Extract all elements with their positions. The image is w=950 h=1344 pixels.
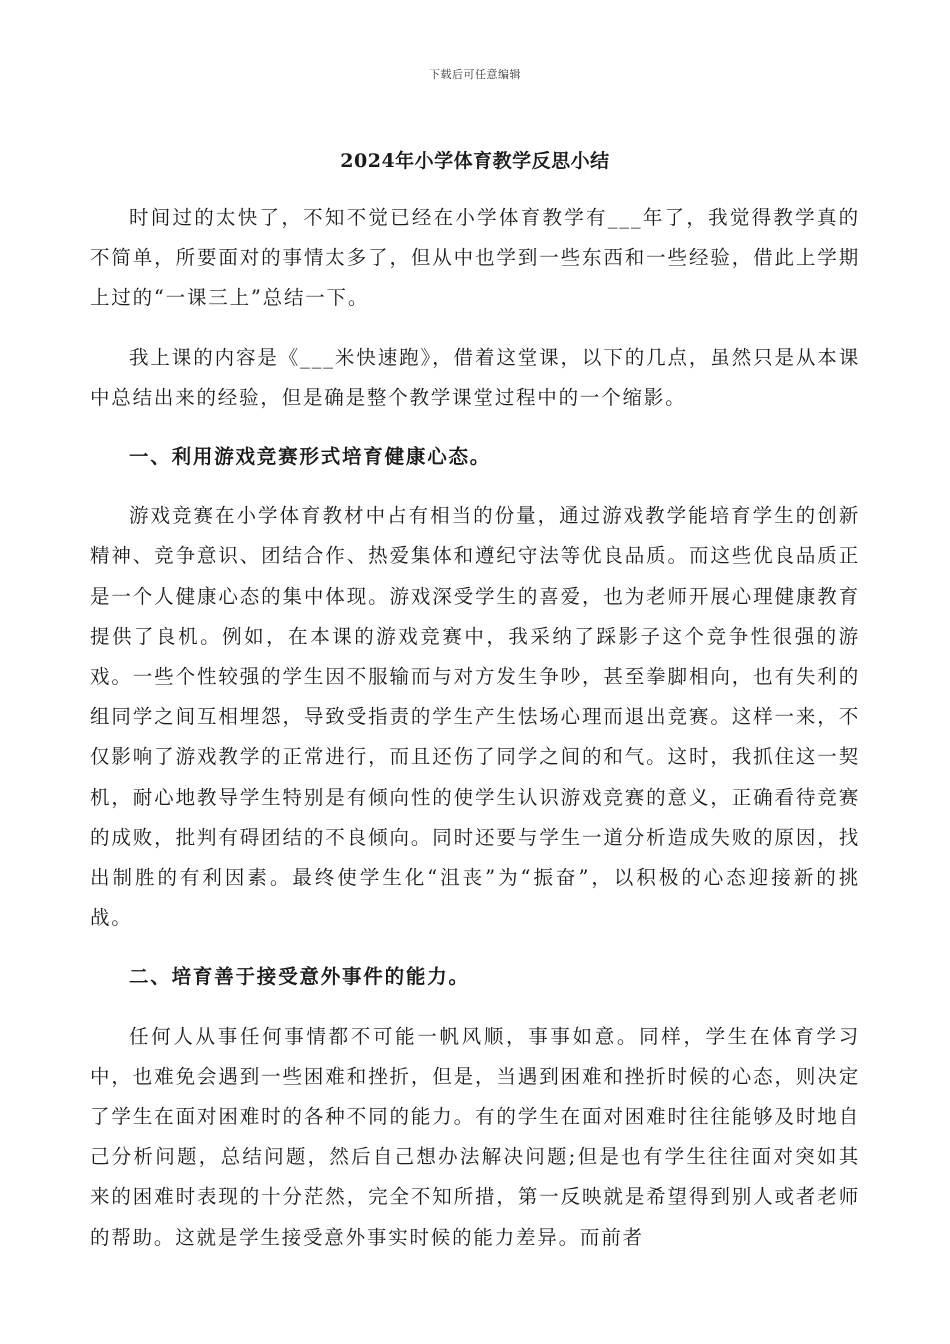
document-body [90,170,860,1258]
paragraph-section-1: 游戏竞赛在小学体育教材中占有相当的份量，通过游戏教学能培育学生的创新精神、竞争意识、团结合作、热爱集体和遵纪守法等优良品质。而这些优良品质正是一个人健康心态的集中体现。游戏深受学生的喜爱，也为老师开展心理健康教育提供了良机。例如，在本课的游戏竞赛中，我采纳了踩影子这个竞争性很强的游戏。一些个性较强的学生因不服输而与对方发生争吵，甚至拳脚相向，也有失利的组同学之间互相埋怨，导致受指责的学生产生怯场心理而退出竞赛。这样一来，不仅影响了游戏教学的正常进行，而且还伤了同学之间的和气。这时，我抓住这一契机，耐心地教导学生特别是有倾向性的使学生认识游戏竞赛的意义，正确看待竞赛的成败，批判有碍团结的不良倾向。同时还要与学生一道分析造成失败的原因，找出制胜的有利因素。最终使学生化“沮丧”为“振奋”，以积极的心态迎接新的挑战。 [90,504,860,930]
header-note: 下载后可任意编辑 [429,68,521,81]
document-title: 2024年小学体育教学反思小结 [340,150,610,172]
paragraph-intro: 时间过的太快了，不知不觉已经在小学体育教学有___年了，我觉得教学真的不简单，所要面对的事情太多了，但从中也学到一些东西和一些经验，借此上学期上过的“一课三上”总结一下。 [90,206,860,310]
paragraph-section-2: 任何人从事任何事情都不可能一帆风顺，事事如意。同样，学生在体育学习中，也难免会遇到一些困难和挫折，但是，当遇到困难和挫折时候的心态，则决定了学生在面对困难时的各种不同的能力。有的学生在面对困难时往往能够及时地自己分析问题，总结问题，然后自己想办法解决问题;但是也有学生往往面对突如其来的困难时表现的十分茫然，完全不知所措，第一反映就是希望得到别人或者老师的帮助。这就是学生接受意外事实时候的能力差异。而前者 [90,1024,860,1249]
section-heading-1: 一、利用游戏竞赛形式培育健康心态。 [129,445,492,469]
section-heading-2: 二、培育善于接受意外事件的能力。 [129,965,470,989]
paragraph-lesson-content: 我上课的内容是《___米快速跑》，借着这堂课，以下的几点，虽然只是从本课中总结出来的经验，但是确是整个教学课堂过程中的一个缩影。 [90,345,860,409]
